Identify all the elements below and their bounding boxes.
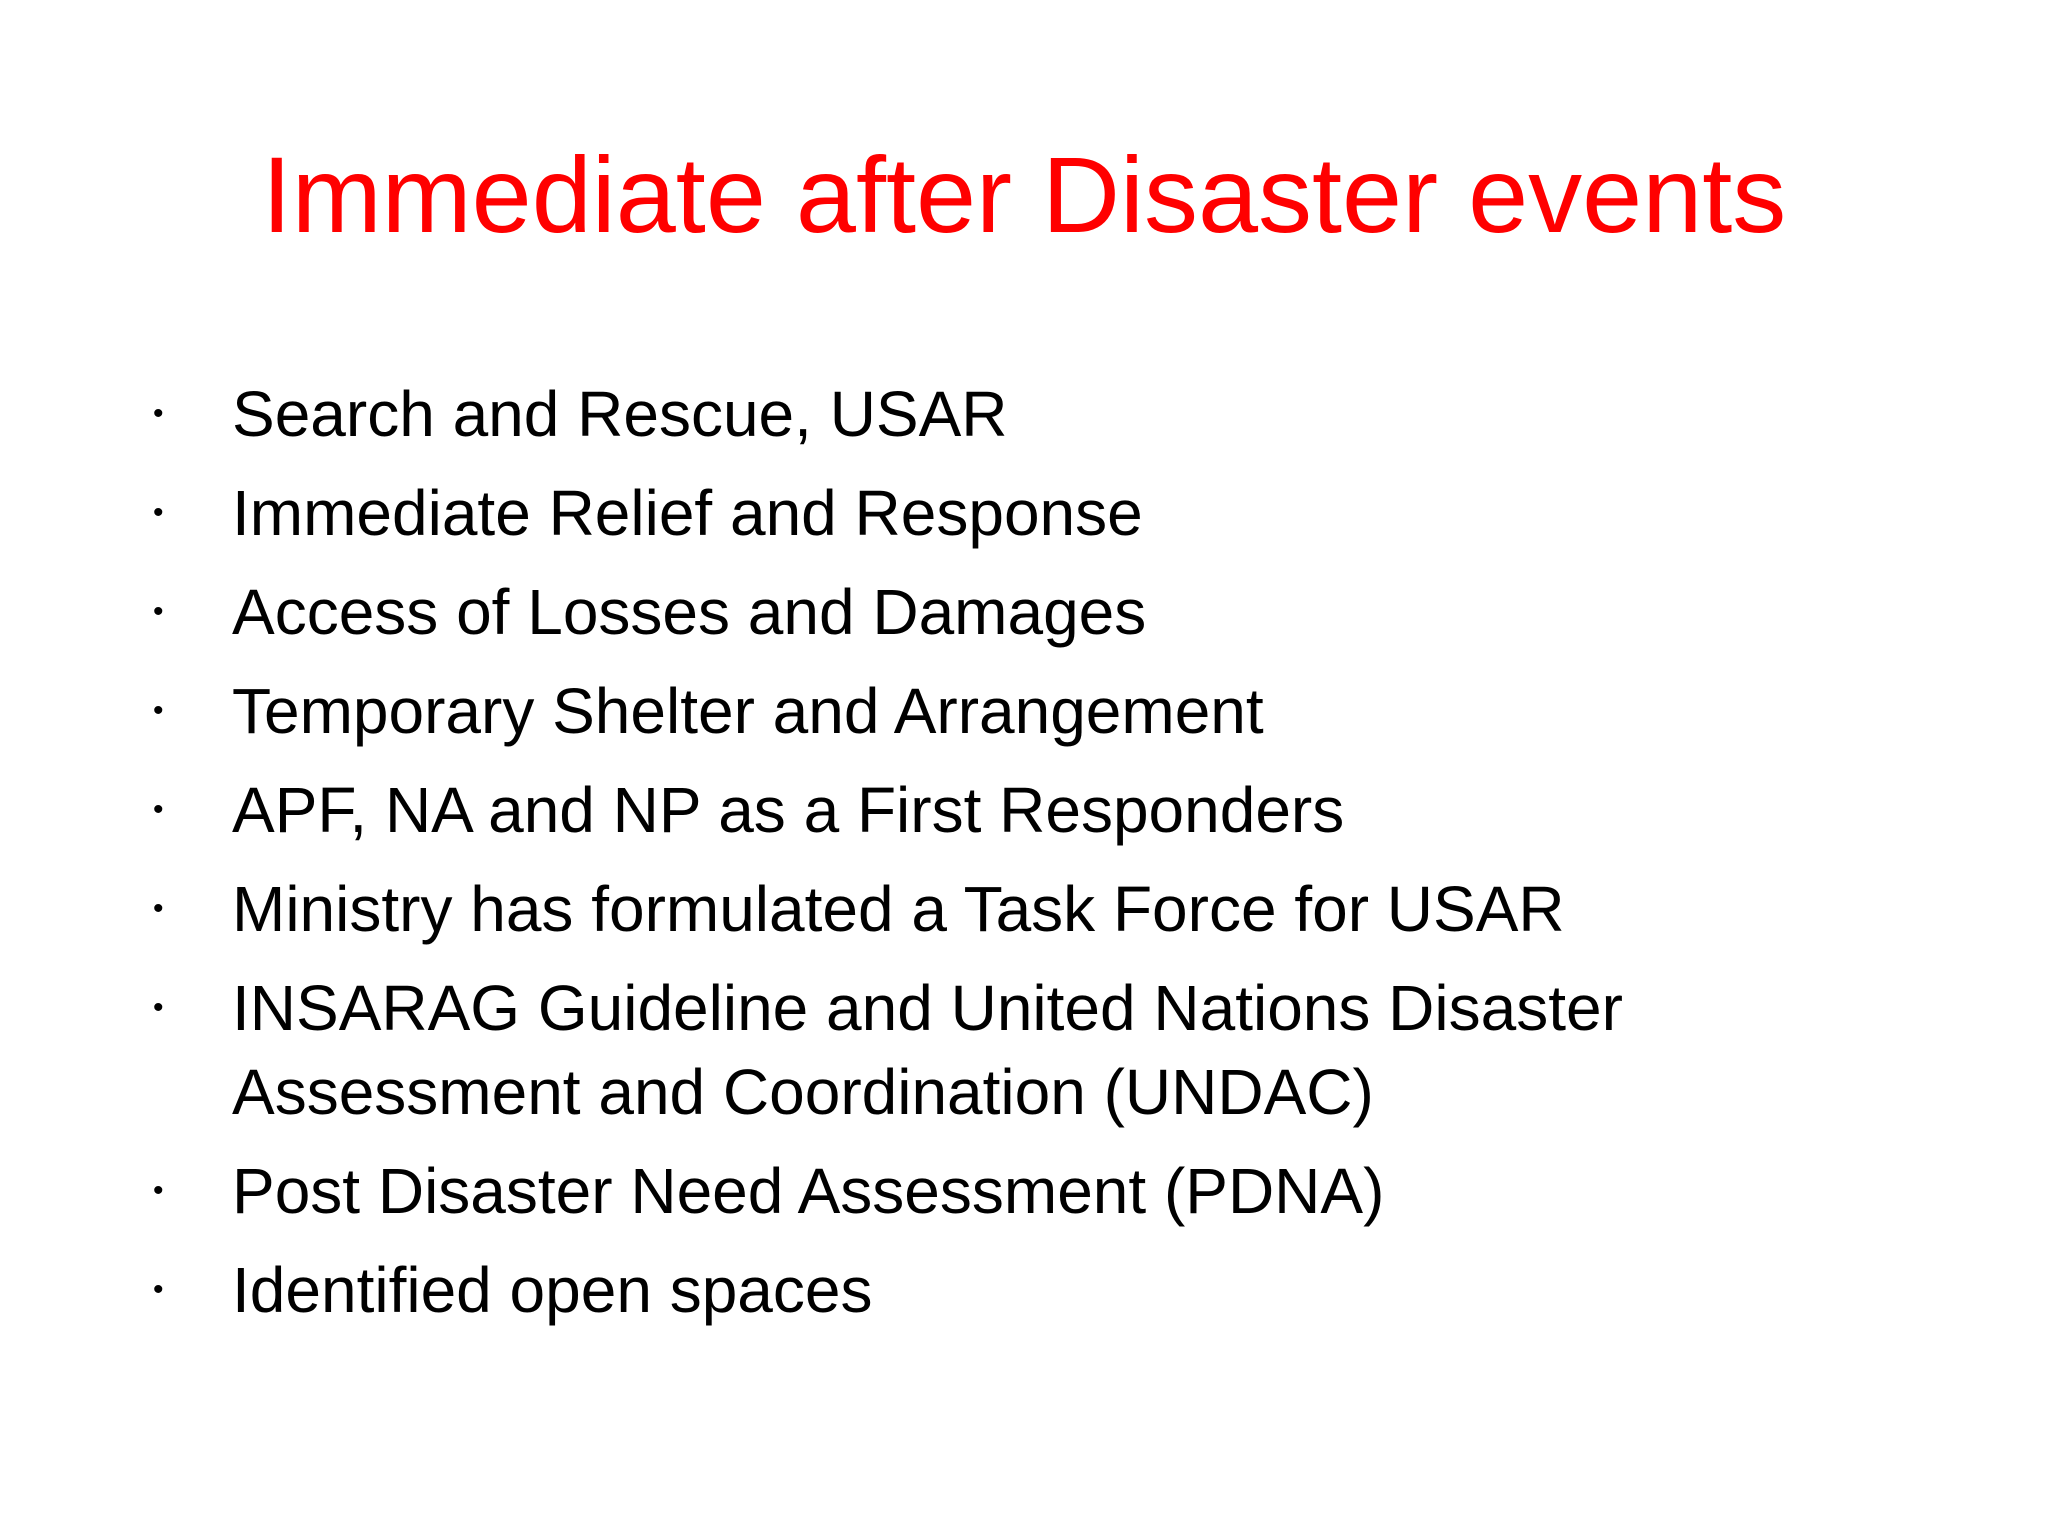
bullet-text: Access of Losses and Damages [232, 576, 1147, 648]
bullet-icon: • [153, 694, 164, 727]
list-item [140, 471, 1940, 555]
bullet-text: Post Disaster Need Assessment (PDNA) [232, 1155, 1385, 1227]
bullet-icon: • [153, 397, 164, 430]
bullet-icon: • [153, 1174, 164, 1207]
list-item [140, 669, 1940, 753]
slide-title: Immediate after Disaster events [261, 134, 1787, 255]
bullet-text: Search and Rescue, USAR [232, 378, 1008, 450]
bullet-list [140, 372, 1940, 1347]
bullet-text: Identified open spaces [232, 1254, 873, 1326]
bullet-icon: • [153, 496, 164, 529]
bullet-text: Immediate Relief and Response [232, 477, 1143, 549]
list-item [140, 768, 1940, 852]
bullet-icon: • [153, 892, 164, 925]
list-item [140, 372, 1940, 456]
bullet-icon: • [153, 595, 164, 628]
bullet-text: Temporary Shelter and Arrangement [232, 675, 1264, 747]
list-item [140, 867, 1940, 951]
bullet-text: APF, NA and NP as a First Responders [232, 774, 1345, 846]
bullet-text: INSARAG Guideline and United Nations Disaster Assessment and Coordination (UNDAC) [232, 972, 1623, 1128]
bullet-icon: • [153, 991, 164, 1024]
bullet-icon: • [153, 793, 164, 826]
list-item [140, 1248, 1940, 1332]
bullet-icon: • [153, 1273, 164, 1306]
list-item [140, 570, 1940, 654]
list-item [140, 1149, 1940, 1233]
list-item [140, 966, 1940, 1134]
bullet-text: Ministry has formulated a Task Force for USAR [232, 873, 1565, 945]
